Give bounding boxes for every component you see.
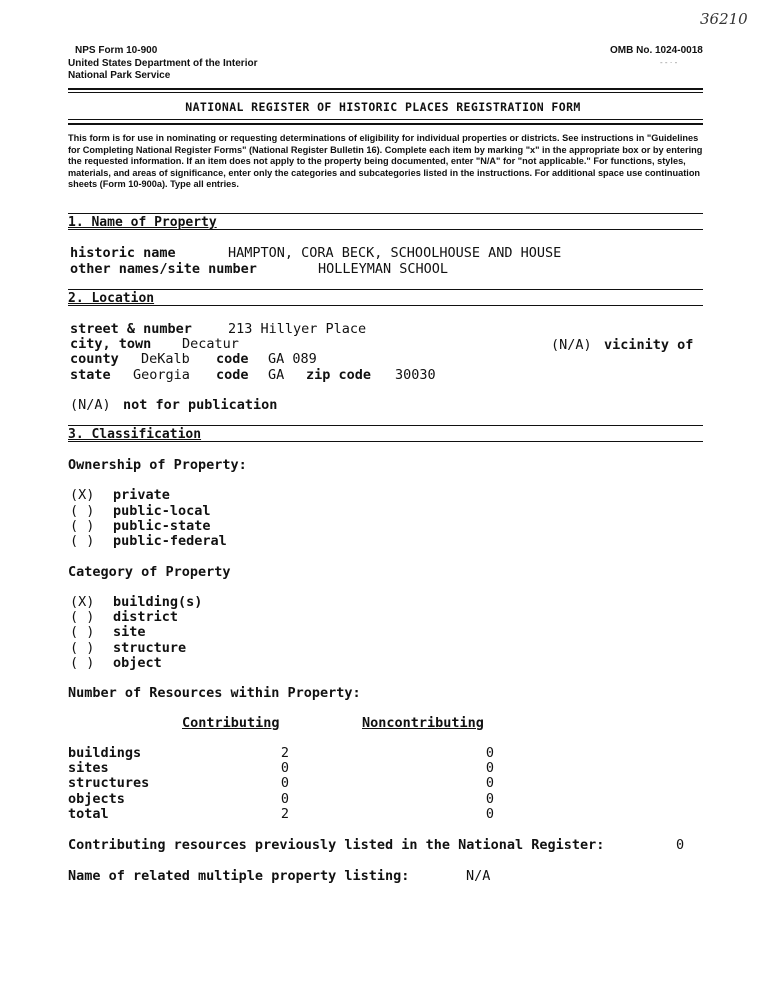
previously-listed-label: Contributing resources previously listed in the National Register:: [68, 837, 605, 853]
col-contributing: Contributing: [182, 715, 280, 731]
section3-heading: 3. Classification: [68, 427, 202, 442]
category-label: site: [113, 624, 146, 640]
title-rule-bottom-2: [68, 123, 703, 125]
instructions: This form is for use in nominating or requesting determinations of eligibility for individual properties or districts. See instructions in "Guidelines for Completing National Register Forms" (National Register Bulletin 16). Complete each item by marking "x" in the appropriate box or by entering the requested information. If an item does not apply to the property being documented, enter "N/A" for "not applicable." For functions, styles, materials, and areas of significance, enter only the categories and subcategories listed in the instructions. For additional space use continuation sheets (Form 10-900a). Type all entries.: [68, 133, 703, 189]
category-mark: ( ): [70, 624, 95, 640]
resource-label: sites: [68, 760, 109, 776]
department: United States Department of the Interior: [68, 58, 258, 69]
ownership-mark: ( ): [70, 518, 95, 534]
historic-name-value: HAMPTON, CORA BECK, SCHOOLHOUSE AND HOUSE: [228, 245, 562, 261]
section2-rule-top: [68, 289, 703, 290]
omb-number: OMB No. 1024-0018: [610, 45, 703, 56]
other-names-value: HOLLEYMAN SCHOOL: [318, 261, 449, 277]
section2-heading: 2. Location: [68, 291, 155, 306]
city-label: city, town: [70, 336, 152, 352]
category-label: structure: [113, 640, 187, 656]
resource-label: total: [68, 806, 109, 822]
ownership-mark: ( ): [70, 503, 95, 519]
title-rule-bottom: [68, 119, 703, 120]
service: National Park Service: [68, 70, 171, 81]
county-label: county: [70, 351, 119, 367]
category-label: district: [113, 609, 179, 625]
category-heading: Category of Property: [68, 564, 231, 580]
state-code-label: code: [216, 367, 249, 383]
resource-contributing: 2: [280, 806, 290, 822]
handwritten-note: 36210: [700, 10, 748, 28]
section2-rule-bottom: [68, 305, 703, 306]
resource-label: objects: [68, 791, 125, 807]
resource-noncontributing: 0: [485, 745, 495, 761]
category-mark: ( ): [70, 655, 95, 671]
section3-rule-top: [68, 425, 703, 426]
other-names-label: other names/site number: [70, 261, 257, 277]
form-title: NATIONAL REGISTER OF HISTORIC PLACES REGISTRATION FORM: [185, 100, 581, 114]
col-noncontributing: Noncontributing: [362, 715, 484, 731]
state-value: Georgia: [133, 367, 190, 383]
zip-value: 30030: [395, 367, 436, 383]
resource-contributing: 0: [280, 760, 290, 776]
resource-noncontributing: 0: [485, 791, 495, 807]
resource-label: buildings: [68, 745, 142, 761]
title-rule-top: [68, 88, 703, 90]
section1-heading: 1. Name of Property: [68, 215, 217, 230]
resource-contributing: 0: [280, 775, 290, 791]
city-value: Decatur: [182, 336, 239, 352]
county-code-label: code: [216, 351, 249, 367]
form-number: NPS Form 10-900: [75, 45, 158, 56]
state-label: state: [70, 367, 111, 383]
category-mark: ( ): [70, 640, 95, 656]
multiple-listing-value: N/A: [466, 868, 491, 884]
vicinity-mark: (N/A): [551, 337, 592, 353]
zip-label: zip code: [306, 367, 372, 383]
street-value: 213 Hillyer Place: [228, 321, 367, 337]
resource-noncontributing: 0: [485, 760, 495, 776]
state-code-value: GA: [268, 367, 285, 383]
county-code-value: GA 089: [268, 351, 317, 367]
resources-heading: Number of Resources within Property:: [68, 685, 361, 701]
category-mark: (X): [70, 594, 95, 610]
historic-name-label: historic name: [70, 245, 176, 261]
ownership-mark: (X): [70, 487, 95, 503]
county-value: DeKalb: [141, 351, 190, 367]
multiple-listing-label: Name of related multiple property listing:: [68, 868, 410, 884]
section1-rule-top: [68, 213, 703, 214]
vicinity-label: vicinity of: [604, 337, 694, 353]
ownership-label: public-federal: [113, 533, 227, 549]
title-rule-top-2: [68, 92, 703, 93]
section1-rule-bottom: [68, 229, 703, 230]
category-label: building(s): [113, 594, 203, 610]
category-mark: ( ): [70, 609, 95, 625]
publication-label: not for publication: [123, 397, 278, 413]
previously-listed-value: 0: [676, 837, 685, 853]
category-label: object: [113, 655, 162, 671]
section3-rule-bottom: [68, 441, 703, 442]
resource-label: structures: [68, 775, 150, 791]
resource-noncontributing: 0: [485, 775, 495, 791]
resource-contributing: 2: [280, 745, 290, 761]
ownership-mark: ( ): [70, 533, 95, 549]
publication-mark: (N/A): [70, 397, 111, 413]
ownership-heading: Ownership of Property:: [68, 457, 247, 473]
resource-noncontributing: 0: [485, 806, 495, 822]
ownership-label: public-local: [113, 503, 211, 519]
street-label: street & number: [70, 321, 192, 337]
ownership-label: public-state: [113, 518, 211, 534]
resource-contributing: 0: [280, 791, 290, 807]
margin-marks: - - · -: [660, 58, 678, 67]
ownership-label: private: [113, 487, 170, 503]
